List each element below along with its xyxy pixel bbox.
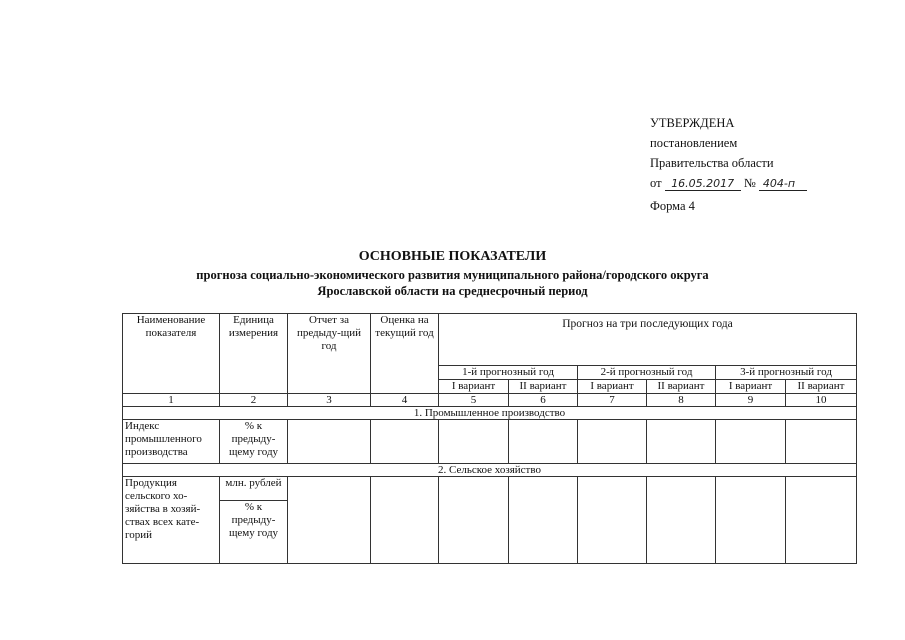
table-cell bbox=[288, 420, 371, 464]
table-row bbox=[123, 477, 857, 564]
row-unit-industry-index: % к предыду-щему году bbox=[220, 420, 288, 464]
section-title-agriculture: 2. Сельское хозяйство bbox=[123, 464, 857, 477]
col-number: 3 bbox=[288, 394, 371, 407]
header-y2-v1: I вариант bbox=[578, 380, 647, 394]
table-cell bbox=[786, 477, 857, 564]
handwritten-date: 16.05.2017 bbox=[665, 177, 741, 191]
header-year3: 3-й прогнозный год bbox=[716, 366, 857, 380]
header-report: Отчет за предыду-щий год bbox=[288, 314, 371, 394]
approval-line-decree: постановлением bbox=[650, 136, 738, 150]
from-label: от bbox=[650, 176, 662, 190]
indicators-table bbox=[122, 313, 857, 564]
table-cell bbox=[647, 477, 716, 564]
table-cell bbox=[647, 420, 716, 464]
table-cell bbox=[371, 420, 439, 464]
row-name-agri-output: Продукция сельского хо-зяйства в хозяй-ствах всех кате-горий bbox=[123, 477, 220, 564]
unit-rubles: млн. рублей bbox=[220, 477, 287, 501]
header-name: Наименование показателя bbox=[123, 314, 220, 394]
header-y3-v1: I вариант bbox=[716, 380, 786, 394]
col-number: 6 bbox=[509, 394, 578, 407]
approval-line-government: Правительства области bbox=[650, 156, 774, 170]
unit-percent: % к предыду-щему году bbox=[228, 501, 279, 539]
col-number: 7 bbox=[578, 394, 647, 407]
header-forecast: Прогноз на три последующих года bbox=[439, 314, 857, 366]
table-row bbox=[123, 420, 857, 464]
header-y2-v2: II вариант bbox=[647, 380, 716, 394]
table-cell bbox=[439, 420, 509, 464]
header-year2: 2-й прогнозный год bbox=[578, 366, 716, 380]
header-y1-v1: I вариант bbox=[439, 380, 509, 394]
col-number: 8 bbox=[647, 394, 716, 407]
col-number: 4 bbox=[371, 394, 439, 407]
header-y1-v2: II вариант bbox=[509, 380, 578, 394]
col-number: 9 bbox=[716, 394, 786, 407]
row-name-industry-index: Индекс промышленного производства bbox=[123, 420, 220, 464]
table-cell bbox=[509, 420, 578, 464]
document-subtitle-2: Ярославской области на среднесрочный период bbox=[317, 284, 588, 298]
table-cell bbox=[288, 477, 371, 564]
table-cell bbox=[578, 420, 647, 464]
table-cell bbox=[578, 477, 647, 564]
table-cell bbox=[786, 420, 857, 464]
form-label: Форма 4 bbox=[650, 199, 695, 213]
header-unit: Единица измерения bbox=[220, 314, 288, 394]
table-cell bbox=[509, 477, 578, 564]
row-unit-agri-output bbox=[220, 477, 288, 564]
col-number: 2 bbox=[220, 394, 288, 407]
col-number: 1 bbox=[123, 394, 220, 407]
document-subtitle-1: прогноза социально-экономического развития муниципального района/городского округа bbox=[196, 268, 709, 282]
approval-stamp bbox=[650, 113, 807, 193]
document-title: ОСНОВНЫЕ ПОКАЗАТЕЛИ bbox=[358, 249, 547, 264]
table-cell bbox=[716, 420, 786, 464]
header-year1: 1-й прогнозный год bbox=[439, 366, 578, 380]
header-estimate: Оценка на текущий год bbox=[371, 314, 439, 394]
number-label: № bbox=[743, 176, 756, 190]
col-number: 10 bbox=[786, 394, 857, 407]
table-cell bbox=[439, 477, 509, 564]
approval-date-line bbox=[650, 173, 807, 193]
handwritten-number: 404-п bbox=[759, 177, 807, 191]
table-cell bbox=[716, 477, 786, 564]
col-number: 5 bbox=[439, 394, 509, 407]
section-title-industry: 1. Промышленное производство bbox=[123, 407, 857, 420]
header-y3-v2: II вариант bbox=[786, 380, 857, 394]
table-cell bbox=[371, 477, 439, 564]
approval-title: УТВЕРЖДЕНА bbox=[650, 116, 735, 130]
